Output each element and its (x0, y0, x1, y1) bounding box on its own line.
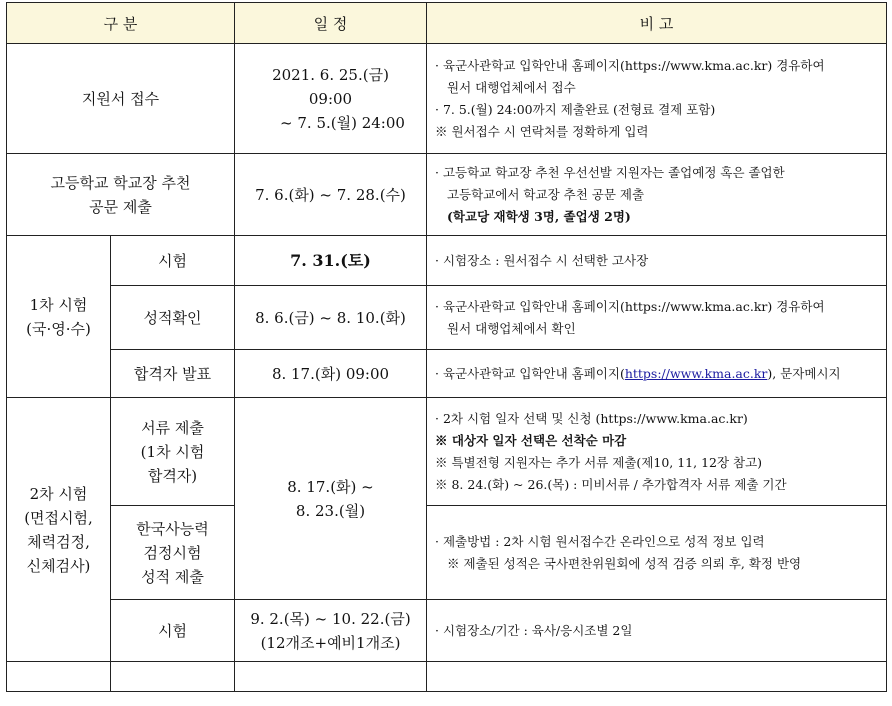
group-line: 신체검사) (26, 556, 91, 575)
first-exam-result-date: 8. 17.(화) 09:00 (235, 350, 427, 398)
table-row (7, 662, 887, 692)
date-line: 09:00 (308, 89, 353, 108)
note-line: 원서 대행업체에서 확인 (447, 320, 576, 336)
group-line: 1차 시험 (29, 295, 88, 314)
second-exam-docs-date (235, 398, 427, 600)
schedule-table (6, 2, 887, 692)
table-row (7, 350, 887, 398)
label-line: 한국사능력 (136, 519, 209, 538)
group-line: (면접시험, (24, 508, 93, 527)
second-exam-group (7, 398, 111, 662)
note-line: 고등학교에서 학교장 추천 공문 제출 (447, 186, 645, 202)
label-line: (1차 시험 (140, 442, 205, 461)
second-exam-docs-label (111, 398, 235, 506)
note-line: ※ 원서접수 시 연락처를 정확하게 입력 (435, 123, 649, 139)
application-date (235, 44, 427, 154)
header-remarks: 비 고 (427, 3, 887, 44)
note-text: ), 문자메시지 (767, 365, 841, 381)
header-schedule: 일 정 (235, 3, 427, 44)
table-row (7, 236, 887, 286)
table-row (7, 398, 887, 506)
table-row (7, 286, 887, 350)
recommendation-label (7, 154, 235, 236)
note-line: · 제출방법 : 2차 시험 원서접수간 온라인으로 성적 정보 입력 (435, 533, 765, 549)
note-line: · 시험장소/기간 : 육사/응시조별 2일 (435, 622, 633, 638)
label-line: 공문 제출 (89, 197, 152, 216)
table-row (7, 600, 887, 662)
label-line: 고등학교 학교장 추천 (50, 173, 191, 192)
second-exam-history-note (427, 506, 887, 600)
note-text: · 육군사관학교 입학안내 홈페이지( (435, 365, 625, 381)
homepage-link[interactable]: https://www.kma.ac.kr (624, 365, 768, 381)
group-line: 체력검정, (27, 532, 90, 551)
empty-cell (7, 662, 111, 692)
label-line: 성적 제출 (141, 567, 204, 586)
empty-cell (235, 662, 427, 692)
group-line: (국·영·수) (26, 319, 91, 338)
first-exam-result-label: 합격자 발표 (111, 350, 235, 398)
recommendation-date: 7. 6.(화) ~ 7. 28.(수) (235, 154, 427, 236)
date-line: 9. 2.(목) ~ 10. 22.(금) (250, 609, 411, 628)
date-line: 8. 17.(화) ~ (287, 477, 374, 496)
table-row (7, 506, 887, 600)
note-line: ※ 대상자 일자 선택은 선착순 마감 (435, 432, 627, 448)
first-exam-result-note (427, 350, 887, 398)
note-line: · 육군사관학교 입학안내 홈페이지(https://www.kma.ac.kr) 경유하여 (435, 298, 825, 314)
second-exam-history-label (111, 506, 235, 600)
label-line: 서류 제출 (141, 418, 204, 437)
application-note (427, 44, 887, 154)
note-line: · 육군사관학교 입학안내 홈페이지(https://www.kma.ac.kr) 경유하여 (435, 57, 825, 73)
header-row (7, 3, 887, 44)
first-exam-score-label: 성적확인 (111, 286, 235, 350)
second-exam-test-note (427, 600, 887, 662)
date-line: 2021. 6. 25.(금) (272, 65, 389, 84)
second-exam-test-label: 시험 (111, 600, 235, 662)
note-line: ※ 특별전형 지원자는 추가 서류 제출(제10, 11, 12장 참고) (435, 454, 763, 470)
date-line: 8. 23.(월) (295, 501, 366, 520)
first-exam-test-date: 7. 31.(토) (235, 236, 427, 286)
label-line: 합격자) (147, 466, 198, 485)
date-line: ~ 7. 5.(월) 24:00 (280, 113, 405, 132)
first-exam-group (7, 236, 111, 398)
note-line (435, 363, 878, 385)
label-line: 검정시험 (143, 543, 202, 562)
table-row (7, 154, 887, 236)
table-row (7, 44, 887, 154)
header-category: 구 분 (7, 3, 235, 44)
first-exam-score-date: 8. 6.(금) ~ 8. 10.(화) (235, 286, 427, 350)
empty-cell (111, 662, 235, 692)
group-line: 2차 시험 (29, 484, 88, 503)
note-line: 원서 대행업체에서 접수 (447, 79, 576, 95)
note-line: (학교당 재학생 3명, 졸업생 2명) (447, 208, 631, 224)
note-line: · 7. 5.(월) 24:00까지 제출완료 (전형료 결제 포함) (435, 101, 716, 117)
second-exam-test-date (235, 600, 427, 662)
note-line: · 시험장소 : 원서접수 시 선택한 고사장 (435, 252, 649, 268)
recommendation-note (427, 154, 887, 236)
second-exam-docs-note (427, 398, 887, 506)
note-line: · 고등학교 학교장 추천 우선선발 지원자는 졸업예정 혹은 졸업한 (435, 164, 785, 180)
date-line: (12개조+예비1개조) (260, 633, 401, 652)
first-exam-test-label: 시험 (111, 236, 235, 286)
note-line: · 2차 시험 일자 선택 및 신청 (https://www.kma.ac.kr) (435, 410, 748, 426)
empty-cell (427, 662, 887, 692)
note-line: ※ 8. 24.(화) ~ 26.(목) : 미비서류 / 추가합격자 서류 제출 기간 (435, 476, 787, 492)
note-line: ※ 제출된 성적은 국사편찬위원회에 성적 검증 의뢰 후, 확정 반영 (447, 555, 802, 571)
first-exam-score-note (427, 286, 887, 350)
first-exam-test-note (427, 236, 887, 286)
application-label: 지원서 접수 (7, 44, 235, 154)
